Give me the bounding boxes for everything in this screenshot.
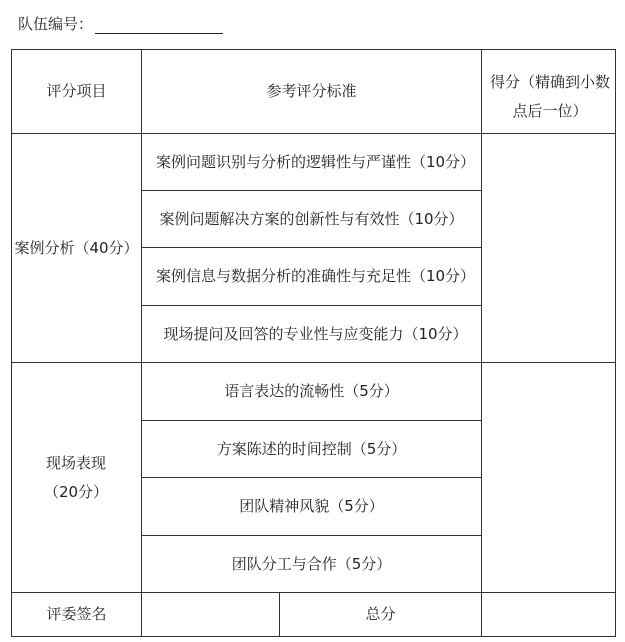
rule bbox=[615, 49, 616, 637]
judge-sign-field[interactable] bbox=[142, 593, 279, 636]
criterion-text: 案例问题识别与分析的逻辑性与严谨性（10分） bbox=[155, 152, 476, 171]
header-score: 得分（精确到小数点后一位） bbox=[489, 73, 610, 120]
criterion-text: 现场提问及回答的专业性与应变能力（10分） bbox=[163, 324, 468, 343]
group-name-live-performance: 现场表现（20分） bbox=[43, 454, 109, 501]
score-cell-live-performance[interactable] bbox=[482, 363, 615, 592]
score-cell-case-analysis[interactable] bbox=[482, 134, 615, 362]
criterion-text: 团队精神风貌（5分） bbox=[239, 497, 384, 516]
criterion-text: 方案陈述的时间控制（5分） bbox=[216, 439, 407, 458]
criterion-text: 案例信息与数据分析的准确性与充足性（10分） bbox=[155, 267, 476, 286]
group-name-case-analysis: 案例分析（40分） bbox=[14, 238, 139, 257]
header-item: 评分项目 bbox=[46, 82, 107, 101]
judge-sign-label: 评委签名 bbox=[46, 605, 107, 624]
criterion-text: 语言表达的流畅性（5分） bbox=[224, 382, 399, 401]
total-label: 总分 bbox=[365, 605, 396, 624]
criterion-text: 团队分工与合作（5分） bbox=[231, 554, 392, 573]
header-criteria: 参考评分标准 bbox=[266, 82, 357, 101]
total-score-field[interactable] bbox=[482, 593, 615, 636]
criterion-text: 案例问题解决方案的创新性与有效性（10分） bbox=[159, 209, 464, 228]
rule bbox=[11, 636, 616, 637]
team-number-label: 队伍编号： bbox=[18, 15, 94, 33]
